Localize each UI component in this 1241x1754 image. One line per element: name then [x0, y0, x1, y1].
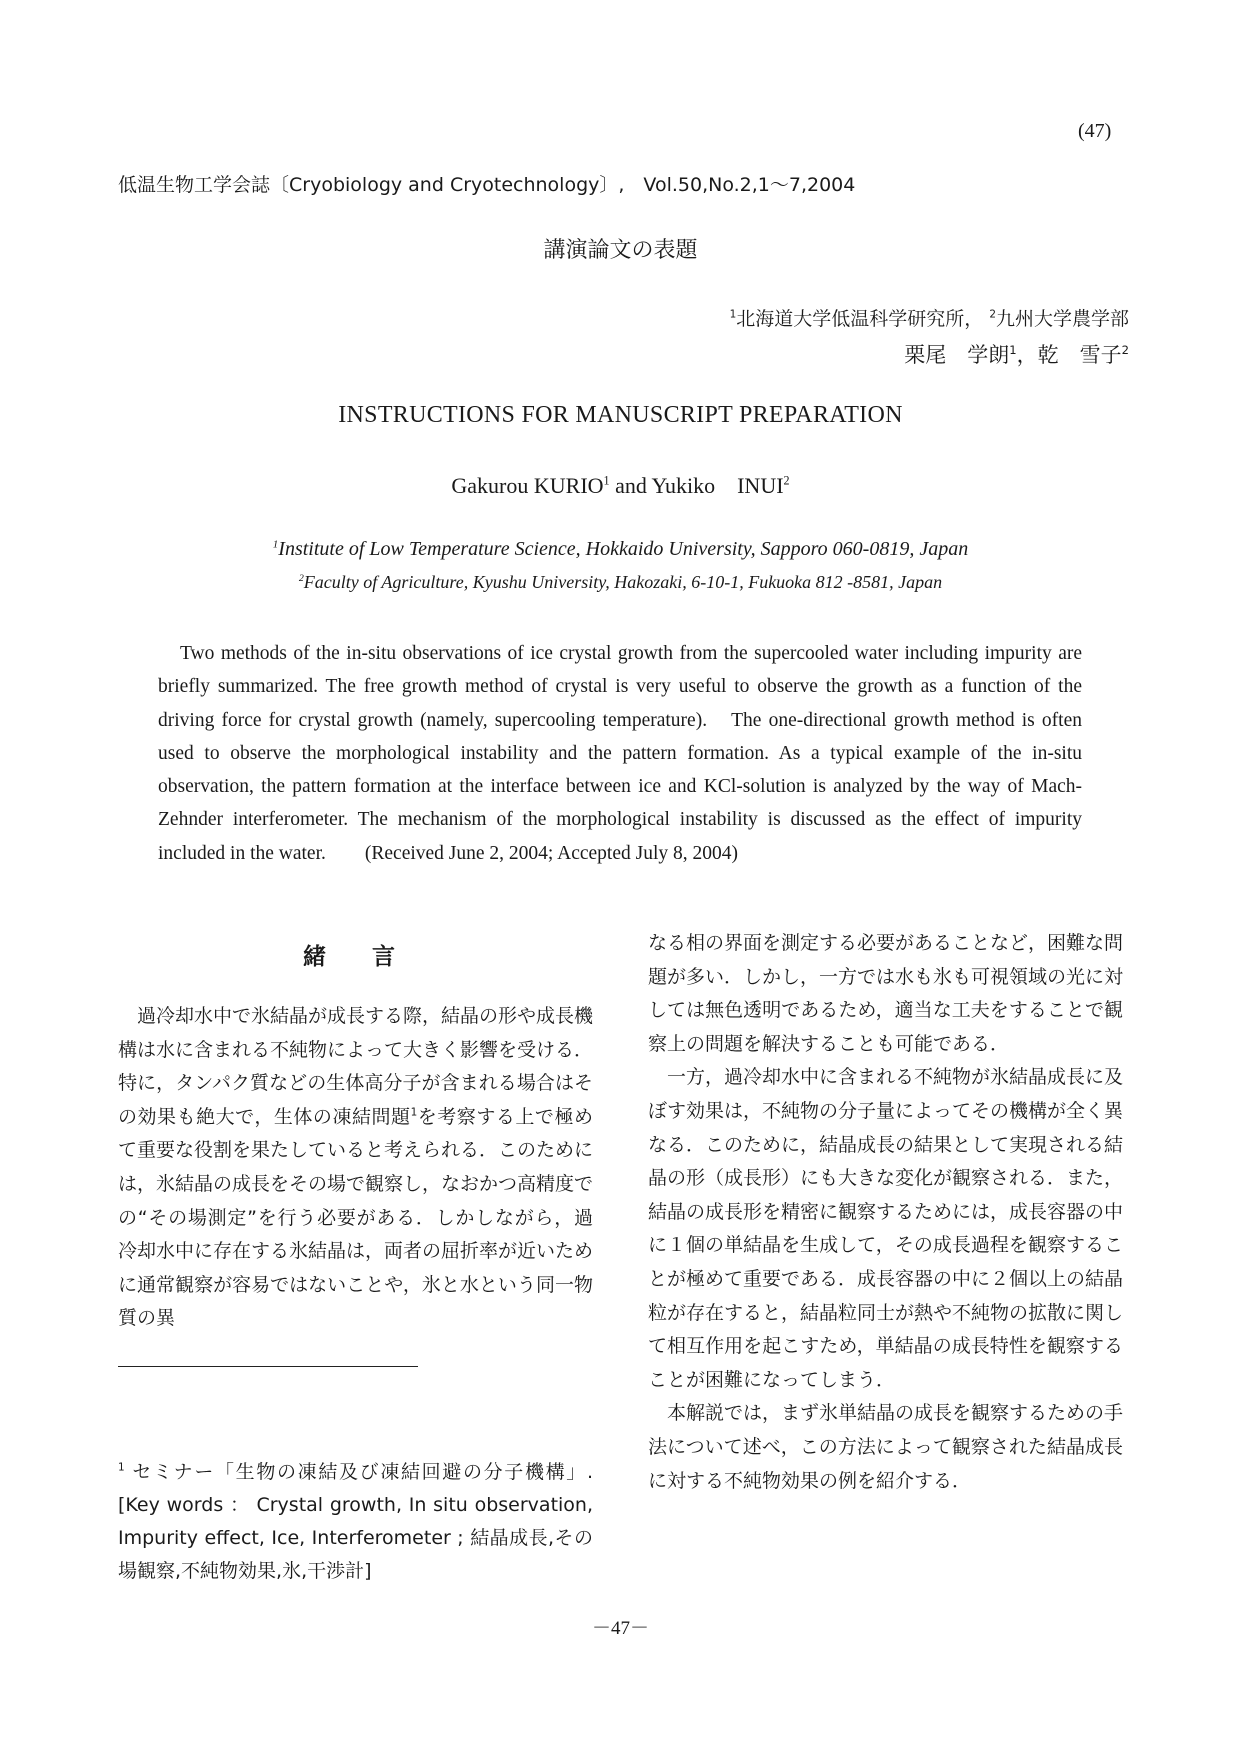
author-mark: 1	[603, 473, 610, 488]
footnote-divider	[118, 1366, 418, 1367]
author-name: ，乾 雪子	[1016, 343, 1122, 367]
journal-citation: 低温生物工学会誌〔Cryobiology and Cryotechnology〕, Vol.50,No.2,1～7,2004	[118, 174, 856, 196]
authors-english	[0, 469, 1241, 500]
author-name: 栗尾 学朗	[904, 343, 1010, 367]
affiliation-org: 北海道大学低温科学研究所，	[736, 308, 984, 330]
paragraph: を考察する上で極めて重要な役割を果たしていると考えられる．このためには，氷結晶の成長をその場で観察し，なおかつ高精度での“その場測定”を行う必要がある．しかしながら，過冷却水中に存在する氷結晶は，両者の屈折率が近いために通常観察が容易ではないことや，氷と水という同一物質の異	[118, 1105, 594, 1330]
page-number-top: (47)	[1078, 120, 1112, 142]
author-mark: 2	[1121, 343, 1129, 357]
affiliation-japanese	[730, 304, 1129, 331]
title-japanese: 講演論文の表題	[543, 238, 698, 263]
title-english: INSTRUCTIONS FOR MANUSCRIPT PREPARATION	[338, 402, 903, 428]
page-number-bottom: －47－	[591, 1618, 649, 1639]
author-mark: 1	[1009, 343, 1017, 357]
section-heading: 緒言	[303, 944, 441, 970]
affiliation-org: Institute of Low Temperature Science, Hokkaido University, Sapporo 060-0819, Japan	[278, 538, 969, 560]
affiliation-mark: 1	[272, 538, 279, 551]
affiliation-mark: 2	[298, 573, 304, 584]
paragraph: なる相の界面を測定する必要があることなど，困難な問題が多い．しかし，一方では水も氷も可視領域の光に対しては無色透明であるため，適当な工夫をすることで観察上の問題を解決することも可能である．	[648, 932, 1124, 1055]
paragraph: 一方，過冷却水中に含まれる不純物が氷結晶成長に及ぼす効果は，不純物の分子量によってその機構が全く異なる．このために，結晶成長の結果として実現される結晶の形（成長形）にも大きな変化が観察される．また，結晶の成長形を精密に観察するためには，成長容器の中に１個の単結晶を生成して，その成長過程を観察することが極めて重要である．成長容器の中に２個以上の結晶粒が存在すると，結晶粒同士が熱や不純物の拡散に関して相互作用を起こすため，単結晶の成長特性を観察することが困難になってしまう．	[648, 1066, 1124, 1391]
footnote	[118, 1456, 593, 1588]
affiliation-org: 九州大学農学部	[995, 308, 1129, 330]
affiliation-org: Faculty of Agriculture, Kyushu University, Hakozaki, 6-10-1, Fukuoka 812 -8581, Japan	[303, 572, 943, 592]
affiliation-english-1	[0, 538, 1241, 561]
paragraph: 本解説では，まず氷単結晶の成長を観察するための手法について述べ，この方法によって観察された結晶成長に対する不純物効果の例を紹介する．	[648, 1402, 1124, 1492]
author-mark: 2	[783, 473, 790, 488]
author-name: Gakurou KURIO	[451, 473, 604, 498]
affiliation-english-2	[0, 572, 1241, 593]
author-name: and Yukiko INUI	[609, 473, 784, 498]
reference-mark: 1	[410, 1106, 418, 1119]
left-column-text	[118, 1000, 593, 1336]
right-column-text	[648, 927, 1123, 1498]
affiliation-mark: 2	[989, 308, 996, 321]
abstract	[158, 637, 1082, 870]
abstract-text: Two methods of the in-situ observations of ice crystal growth from the supercooled water including impurity are briefly summarized. The free growth method of crystal is very useful to observe the growth as a function of the driving force for crystal growth (namely, supercooling temperature). The one-directional growth method is often used to observe the morphological instability and the pattern formation. As a typical example of the in-situ observation, the pattern formation at the interface between ice and KCl-solution is analyzed by the way of Mach-Zehnder interferometer. The mechanism of the morphological instability is discussed as the effect of impurity included in the water.	[158, 643, 1082, 864]
footnote-text: セミナー「生物の凍結及び凍結回避の分子機構」.[Key words ： Crystal growth, In situ observation, Impurity effect, Ice, Interferometer ; 結晶成長,その場観察,不純物効果,氷,干渉計]	[118, 1461, 593, 1582]
received-dates: (Received June 2, 2004; Accepted July 8, 2004)	[364, 842, 739, 864]
affiliation-mark: 1	[729, 308, 737, 321]
footnote-mark: 1	[118, 1461, 125, 1474]
authors-japanese	[904, 339, 1129, 369]
paragraph: 過冷却水中で氷結晶が成長する際，結晶の形や成長機構は水に含まれる不純物によって大きく影響を受ける．特に，タンパク質などの生体高分子が含まれる場合はその効果も絶大で，生体の凍結問題	[118, 1005, 594, 1128]
